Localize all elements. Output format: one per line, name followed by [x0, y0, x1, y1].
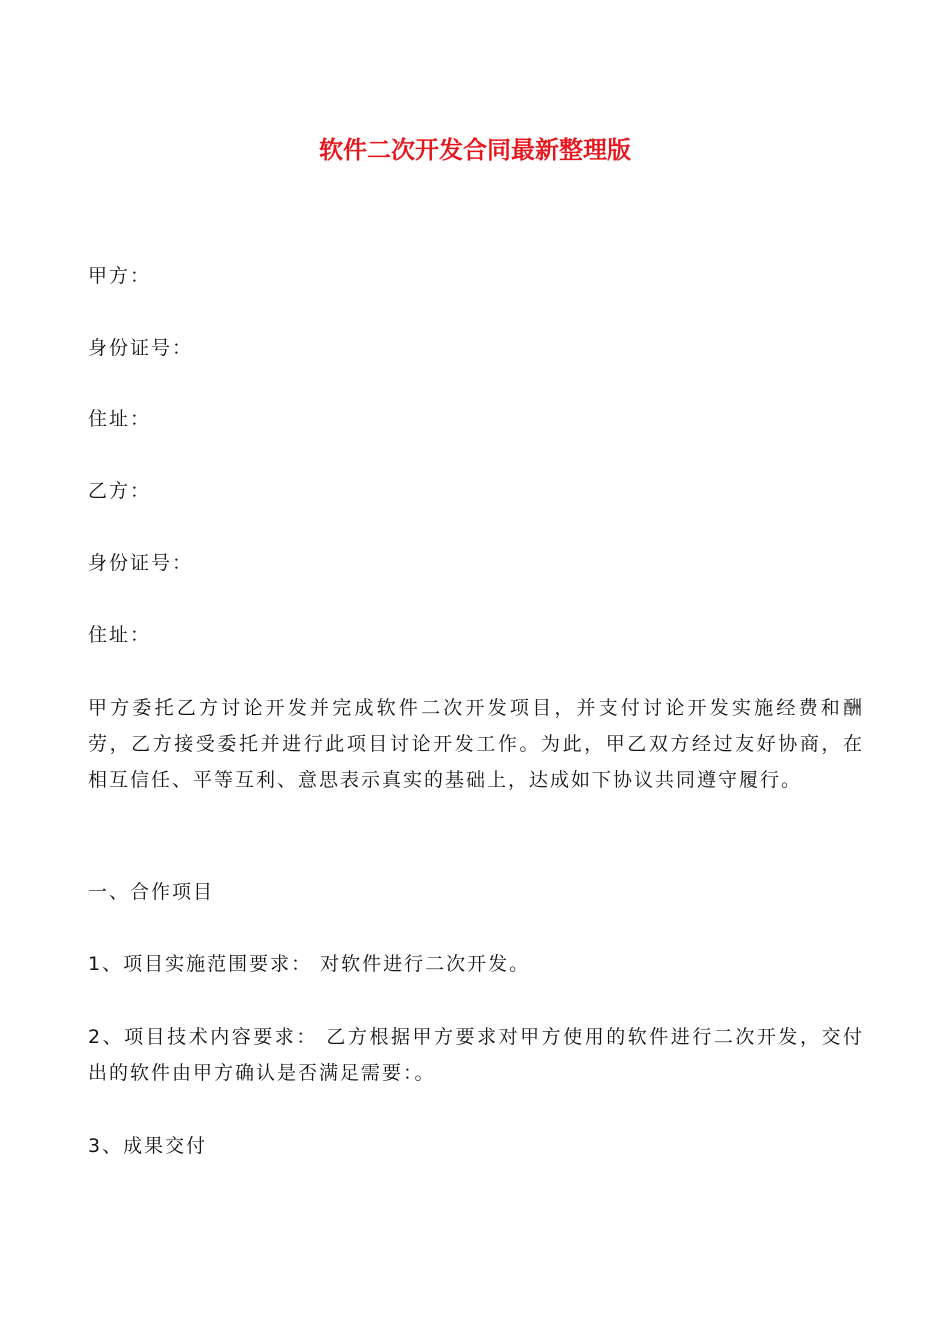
party-a-address-label: 住址： — [88, 408, 152, 430]
party-a-id-label: 身份证号： — [88, 337, 194, 359]
clause-item-2: 2、项目技术内容要求： 乙方根据甲方要求对甲方使用的软件进行二次开发，交付出的软件由甲方确认是否满足需要：。 — [88, 1026, 864, 1084]
party-b-address-label: 住址： — [88, 624, 152, 646]
section-heading-cooperation: 一、合作项目 — [88, 881, 215, 903]
clause-item-1: 1、项目实施范围要求： 对软件进行二次开发。 — [88, 953, 531, 975]
clause-item-3: 3、成果交付 — [88, 1135, 208, 1157]
party-b-label: 乙方： — [88, 480, 152, 502]
party-a-label: 甲方： — [88, 265, 152, 287]
party-b-id-label: 身份证号： — [88, 552, 194, 574]
document-title: 软件二次开发合同最新整理版 — [319, 136, 631, 164]
intro-paragraph: 甲方委托乙方讨论开发并完成软件二次开发项目，并支付讨论开发实施经费和酬劳，乙方接受委托并进行此项目讨论开发工作。为此，甲乙双方经过友好协商，在相互信任、平等互利、意思表示真实的基础上，达成如下协议共同遵守履行。 — [88, 697, 864, 791]
